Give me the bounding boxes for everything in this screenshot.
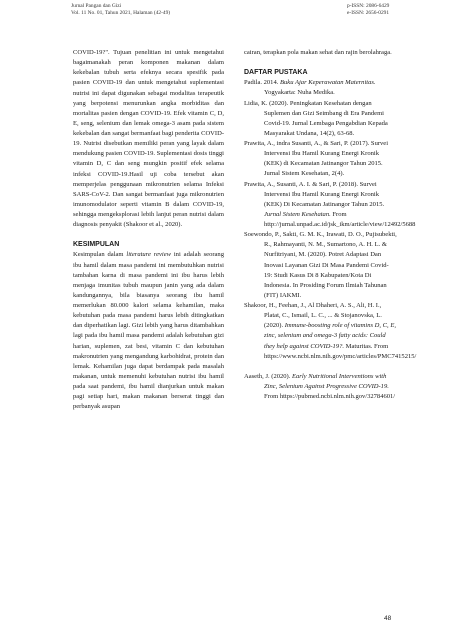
reference-item: Lidia, K. (2020). Peningkatan Kesehatan dengan Suplemen dan Gizi Seimbang di Era Pandemi Covid-19. Jurnal Lembaga Pengabdian Kepada Masyarakat Undana, 14(2), 63-68. — [244, 99, 388, 137]
reference-item: Shakoor, H., Feehan, J., Al Dhaheri, A. S., Ali, H. I., Platat, C., Ismail, L. C., ... & Stojanovska, L. (2020). Immune-boosting role of vitamins D, C, E, zinc, selenium and omega-3 fatty acids: Could they help against COVID-19?. Maturitas. From https://www.ncbi.nlm.nih.gov/pmc/articles/PMC7415215/ — [244, 302, 417, 360]
daftar-pustaka-heading: DAFTAR PUSTAKA — [244, 69, 308, 77]
journal-name: Jurnal Pangan dan Gizi — [71, 3, 122, 9]
kesimpulan-text-start: Kesimpulan dalam — [73, 251, 127, 259]
kesimpulan-text-end: ini adalah seorang ibu hamil dalam masa pandemi ini membutuhkan nutrisi tambahan karna di masa pandemi ini ibu harus lebih menjaga imunitas tubuh maupun janin yang ada dalam kandungannya, bila biasanya seorang ibu hamil memerlukan 80.000 kalori selama kehamilan, maka kebutuhan pada masa pandemi harus lebih ditingkatkan dan diperhatikan lagi. Gizi lebih yang harus ditambahkan lagi pada ibu hamil masa pandemi adalah kebutuhan gizi harian, suplemen, zat besi, vitamin C dan kebutuhan makronutrien yang mengandung karbohidrat, protein dan lemak. Kehamilan juga dapat berdampak pada masalah makanan, untuk memenuhi kebutuhan nutrisi ibu hamil pada saat pandemi, ibu hamil dianjurkan untuk makan pagi setiap hari, makan makanan berserat tinggi dan perbanyak asupan — [73, 251, 224, 411]
reference-item: Prawita, A., indra Susanti, A., & Sari, P. (2017). Survei Intervensi Ibu Hamil Kurang Energi Kronik (KEK) di Kecamatan Jatinangor Tahun 2015. Jurnal Sistem Kesehatan, 2(4). — [244, 140, 389, 178]
reference-item: Soewondo, P., Sakti, G. M. K., Irawati, D. O., Pujisubekti, R., Rahmayanti, N. M., Sumartono, A. H. L. & Nurfitriyani, M. (2020). Potret Adaptasi Dan Inovasi Layanan Gizi Di Masa Pandemi Covid-19: Studi Kasus Di 8 Kabupaten/Kota Di Indonesia. In Prosiding Forum Ilmiah Tahunan (FIT) IAKMI. — [244, 231, 397, 299]
reference-item: Aaseth, J. (2020). Early Nutritional Interventions with Zinc, Selenium Against Progressive COVID-19. From https://pubmed.ncbi.nlm.nih.gov/32784601/ — [244, 372, 396, 400]
running-header-right — [347, 3, 389, 16]
running-header-left — [71, 3, 170, 16]
reference-list — [244, 78, 417, 402]
page-number: 48 — [384, 615, 392, 622]
pissn: p-ISSN: 2086-6429 — [347, 3, 390, 9]
right-column — [244, 48, 417, 402]
left-column — [73, 48, 224, 412]
kesimpulan-paragraph — [73, 250, 224, 412]
reference-item: Padila. 2014. Buku Ajar Keperawatan Maternitas. Yogyakarta: Nuha Medika. — [244, 79, 376, 97]
reference-item: Prawita, A., Susanti, A. I. & Sari, P. (2018). Survei Intervensi Ibu Hamil Kurang Energi Kronik (KEK) Di Kecamatan Jatinangor Tahun 2015. Jurnal Sistem Kesehatan. From http://jurnal.unpad.ac.id/jsk_ikm/article/view/12492/5688 — [244, 180, 416, 228]
eissn: e-ISSN: 2656-0291 — [347, 9, 390, 16]
kesimpulan-heading: KESIMPULAN — [73, 241, 120, 249]
kesimpulan-text-italic: literature review — [126, 251, 171, 259]
continuation-paragraph: cairan, terapkan pola makan sehat dan rajin berolahraga. — [244, 49, 392, 56]
volume-info: Vol. 11 No. 01, Tahun 2021, Halaman (42-49) — [71, 9, 171, 16]
intro-paragraph: COVID-19?". Tujuan penelitian ini untuk mengetahui bagaimanakah peran komponen makanan dalam kekebalan tubuh serta efeknya secara spesifik pada pasien COVID-19 dan untuk mengetahui suplementasi nutrisi ini dapat digunakan sebagai modalitas terapeutik yang berpotensi menurunkan angka morbiditas dan mortalitas pasien dengan COVID-19. Efek vitamin C, D, E, seng, selenium dan lemak omega-3 asam pada sistem kekebalan dan sangat bermanfaat bagi penderita COVID-19. Nutrisi disebutkan memiliki peran yang layak dalam mendukung pasien COVID-19. Suplementasi dosis tinggi vitamin D, C dan seng mungkin positif efek selama infeksi COVID-19.Hasil uji coba tersebut akan memperjelas penggunaan mikronutrien selama Infeksi SARS-CoV-2. Dan sangat bermanfaat juga mikronutrien imunomodulator seperti vitamin B dalam COVID-19, sehingga mengeksplorasi lebih lanjut peran nutrisi dalam diagnosis penyakit (Shakoor et al., 2020). — [73, 49, 224, 229]
